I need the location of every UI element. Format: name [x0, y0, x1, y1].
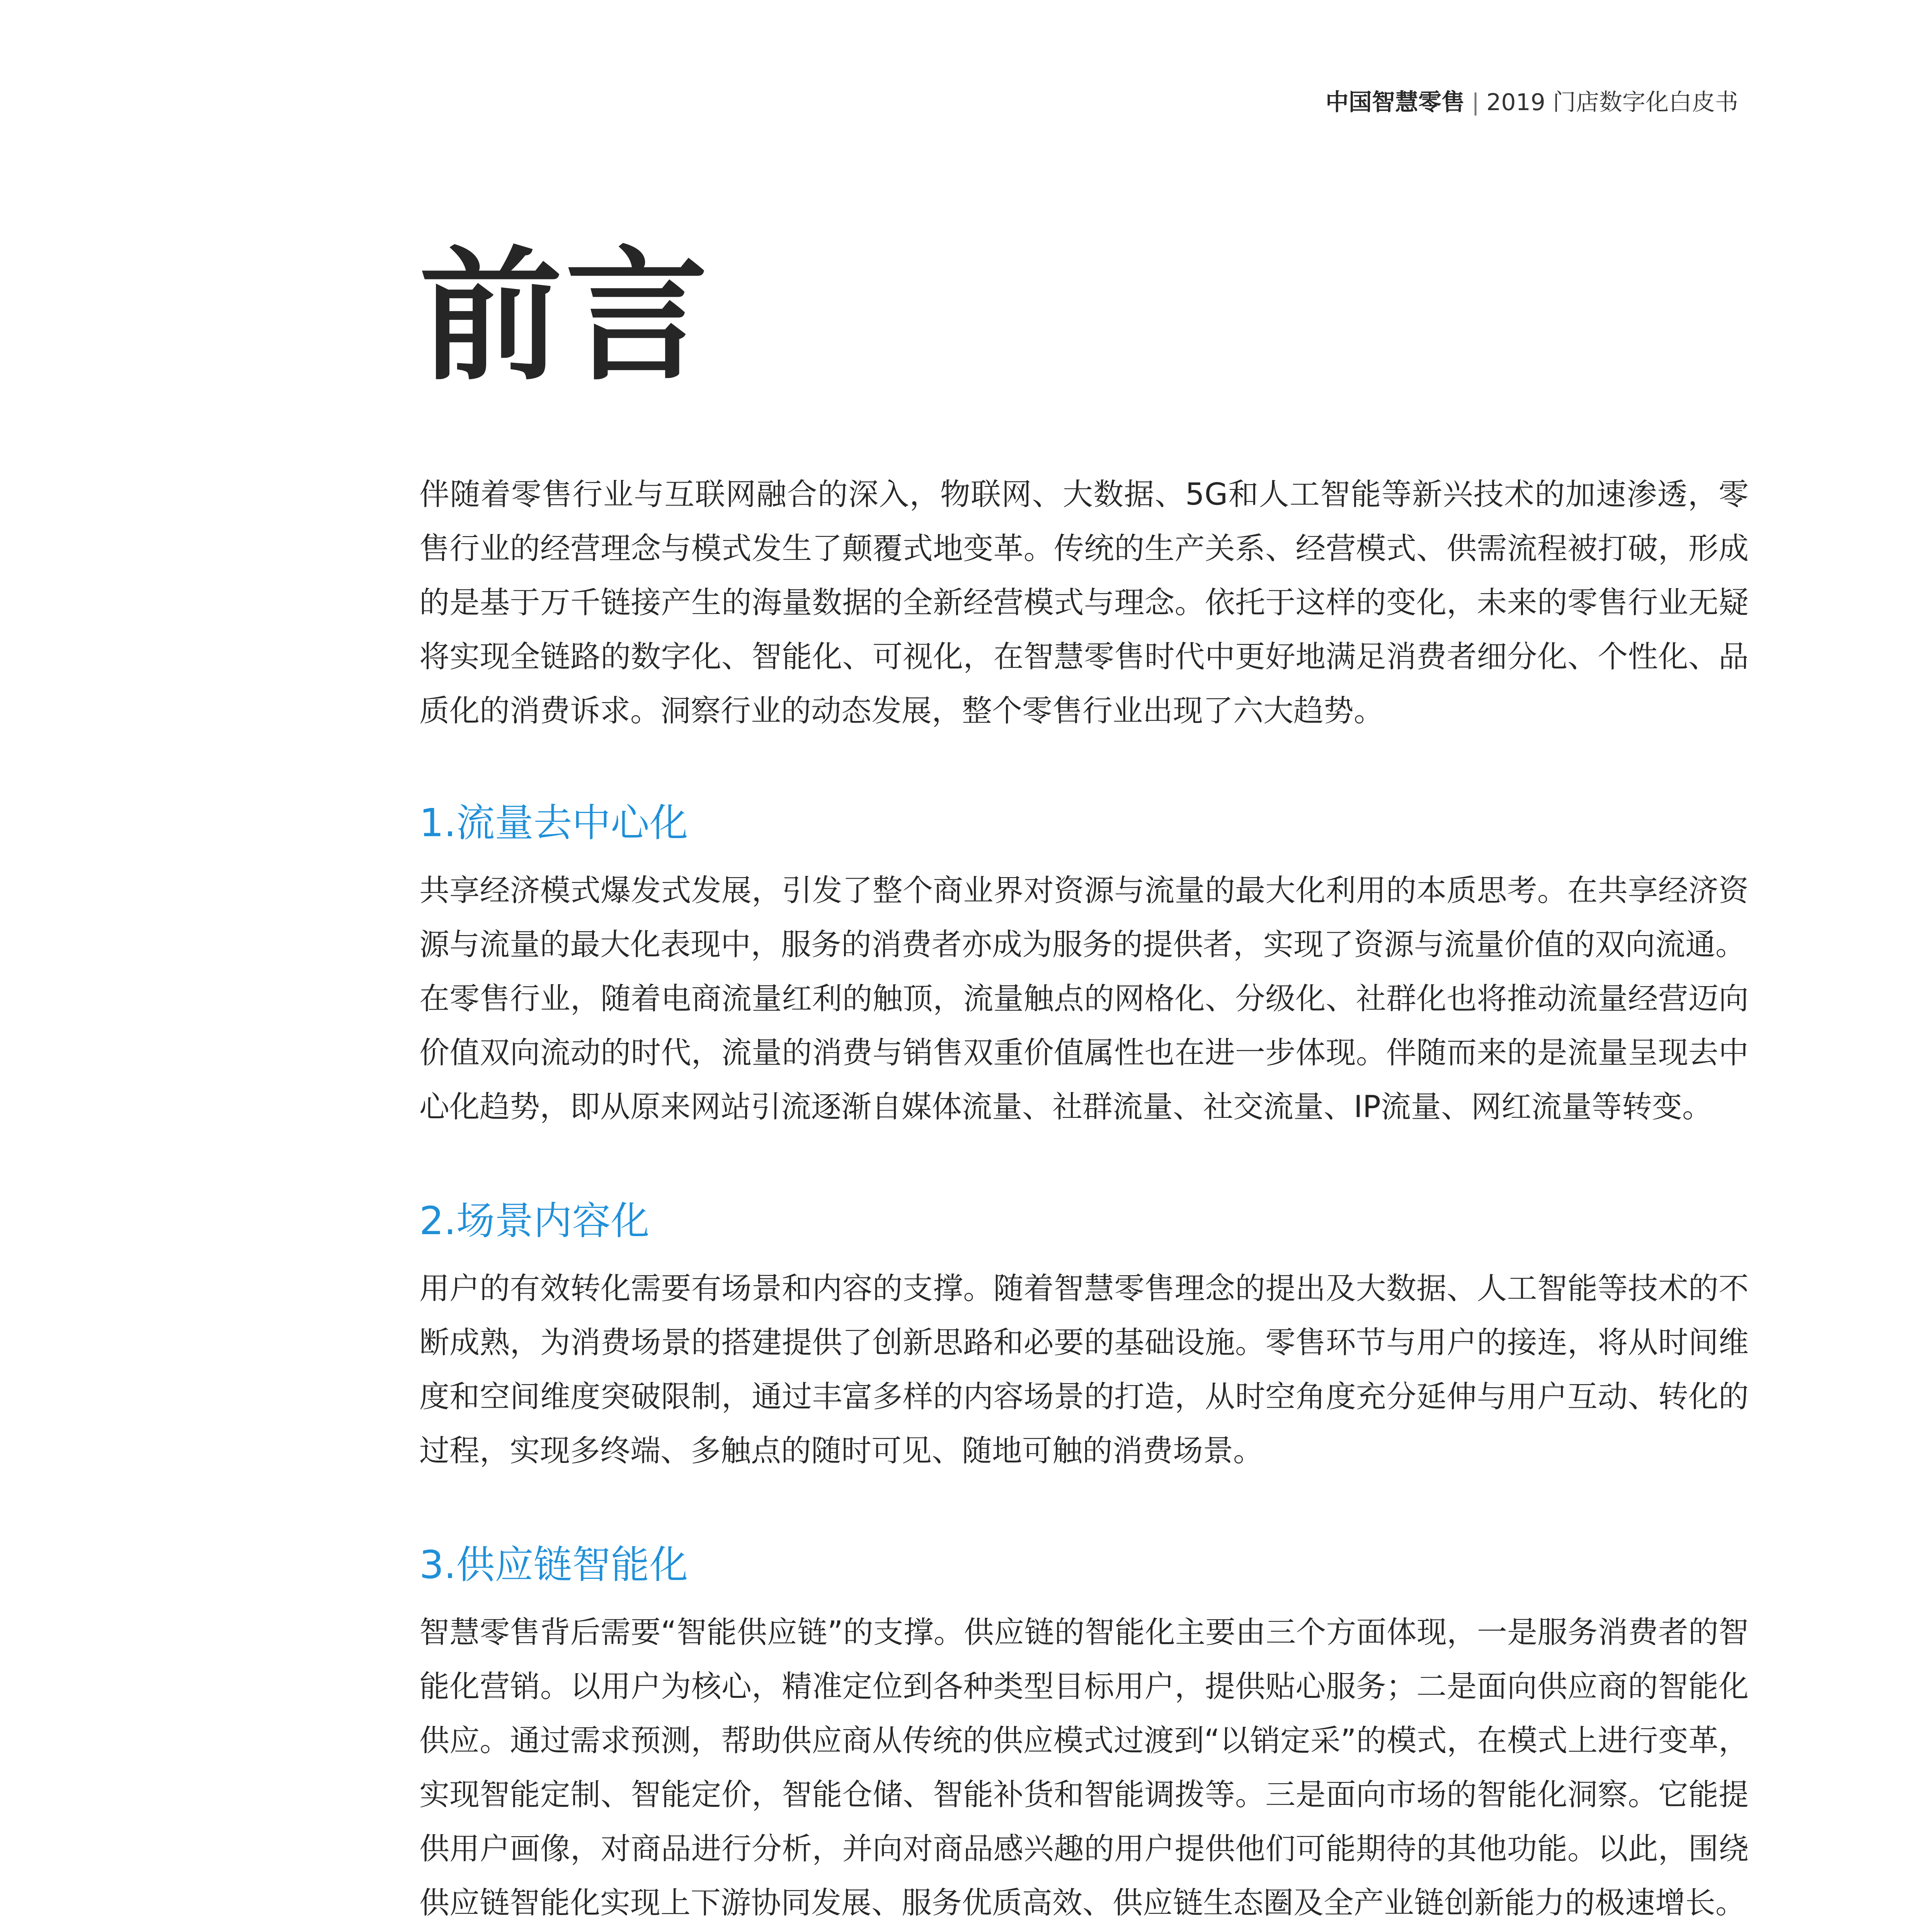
section-supply-chain: [419, 1540, 1749, 1930]
section-scene-content: [419, 1196, 1749, 1478]
header-separator: |: [1472, 89, 1480, 116]
section-paragraph: 共享经济模式爆发式发展，引发了整个商业界对资源与流量的最大化利用的本质思考。在共享经济资源与流量的最大化表现中，服务的消费者亦成为服务的提供者，实现了资源与流量价值的双向流通。: [419, 873, 1749, 962]
header-brand: 中国智慧零售: [1326, 89, 1465, 116]
intro-paragraph: 伴随着零售行业与互联网融合的深入，物联网、大数据、5G和人工智能等新兴技术的加速渗透，零售行业的经营理念与模式发生了颠覆式地变革。传统的生产关系、经营模式、供需流程被打破，形成的是基于万千链接产生的海量数据的全新经营模式与理念。依托于这样的变化，未来的零售行业无疑将实现全链路的数字化、智能化、可视化，在智慧零售时代中更好地满足消费者细分化、个性化、品质化的消费诉求。洞察行业的动态发展，整个零售行业出现了六大趋势。: [419, 477, 1749, 728]
section-paragraph: 在零售行业，随着电商流量红利的触顶，流量触点的网格化、分级化、社群化也将推动流量经营迈向价值双向流动的时代，流量的消费与销售双重价值属性也在进一步体现。伴随而来的是流量呈现去中心化趋势，即从原来网站引流逐渐自媒体流量、社群流量、社交流量、IP流量、网红流量等转变。: [419, 981, 1749, 1124]
running-header: [1326, 87, 1738, 118]
page-title: 前言: [419, 234, 711, 400]
section-heading: 3.供应链智能化: [419, 1542, 688, 1587]
section-paragraph: 用户的有效转化需要有场景和内容的支撑。随着智慧零售理念的提出及大数据、人工智能等技术的不断成熟，为消费场景的搭建提供了创新思路和必要的基础设施。零售环节与用户的接连，将从时间维度和空间维度突破限制，通过丰富多样的内容场景的打造，从时空角度充分延伸与用户互动、转化的过程，实现多终端、多触点的随时可见、随地可触的消费场景。: [419, 1271, 1749, 1468]
section-paragraph: 智慧零售背后需要“智能供应链”的支撑。供应链的智能化主要由三个方面体现，一是服务消费者的智能化营销。以用户为核心，精准定位到各种类型目标用户，提供贴心服务；二是面向供应商的智能化供应。通过需求预测，帮助供应商从传统的供应模式过渡到“以销定采”的模式，在模式上进行变革，实现智能定制、智能定价，智能仓储、智能补货和智能调拨等。三是面向市场的智能化洞察。它能提供用户画像，对商品进行分析，并向对商品感兴趣的用户提供他们可能期待的其他功能。以此，围绕供应链智能化实现上下游协同发展、服务优质高效、供应链生态圈及全产业链创新能力的极速增长。: [419, 1615, 1749, 1920]
header-subtitle: 2019 门店数字化白皮书: [1486, 89, 1738, 116]
main-content: [419, 468, 1749, 1932]
section-heading: 1.流量去中心化: [419, 800, 688, 845]
section-heading: 2.场景内容化: [419, 1198, 650, 1243]
section-traffic-decentralization: [419, 798, 1749, 1134]
